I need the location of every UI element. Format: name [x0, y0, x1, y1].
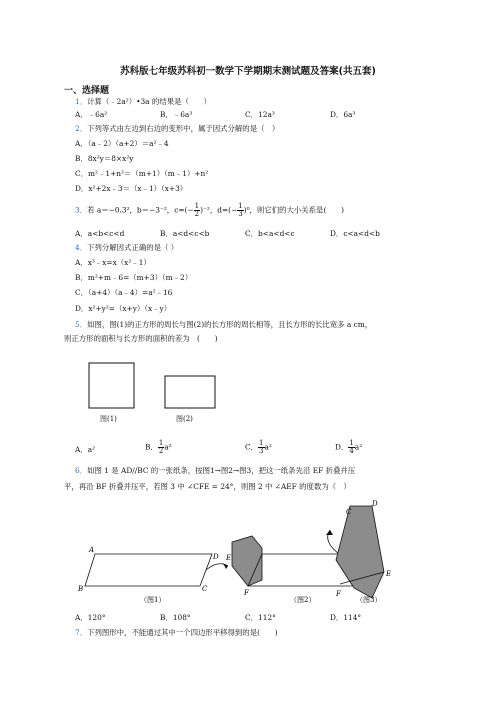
page-title: 苏科版七年级苏科初一数学下学期期末测试题及答案(共五套)	[120, 66, 376, 77]
q4-option-b: B．m²+m﹣6=（m+3）（m﹣2）	[75, 273, 193, 282]
q2-option-d: D．x²+2x﹣3＝（x﹣1）（x+3）	[75, 184, 188, 193]
label-c: C	[202, 585, 208, 593]
label-d: D	[213, 553, 219, 561]
folded-part-figure-3	[336, 506, 384, 598]
q4-option-c: C．（a+4）（a﹣4）=a²﹣16	[75, 288, 173, 297]
label-e: E	[386, 570, 392, 578]
q5-option-b: B． $\frac{1}{2}$ a²	[145, 439, 172, 455]
question-number: 1．	[75, 97, 88, 106]
question-text: 下列等式由左边到右边的变形中，属于因式分解的是（ ）	[87, 124, 280, 133]
q6-option-c: C．112°	[245, 613, 276, 622]
fraction: $\frac{1}{3}$	[238, 202, 243, 218]
question-text-post: )⁰，则它们的大小关系是( )	[243, 205, 344, 215]
q3-option-b: B．a<d<c<b	[160, 229, 210, 238]
q3-option-a: A．a<b<c<d	[75, 229, 125, 238]
question-number: 7．	[75, 628, 88, 637]
label-c: C	[346, 508, 352, 516]
fig2-caption: （图2）	[290, 596, 316, 604]
question-text: 下列图形中，不能通过其中一个四边形平移得到的是( )	[87, 628, 278, 637]
question-number: 6．	[75, 466, 88, 475]
q1-option-a: A．﹣6a²	[75, 110, 108, 119]
q5-option-a: A．a²	[75, 445, 96, 454]
q5-fig2-caption: 图(2)	[176, 415, 193, 423]
section-heading: 一、选择题	[64, 86, 110, 96]
question-text: 计算（﹣2a²）•3a 的结果是（ ）	[87, 97, 212, 106]
question-number: 3．	[75, 205, 88, 215]
label-f: F	[336, 590, 341, 598]
q2-option-c: C．m²﹣1+n²＝（m+1）（m﹣1）+n²	[75, 169, 209, 178]
label-d: D	[372, 500, 378, 508]
question-5-continued: 则正方形的面积与长方形的面积的差为 ( )	[64, 334, 218, 343]
q4-option-a: A．x³﹣x=x（x²﹣1）	[75, 258, 151, 267]
q1-option-d: D．6a³	[330, 110, 356, 119]
label-a: A	[89, 546, 95, 554]
question-text-pre: 若 a＝−0.3²，b＝−3⁻²，c=(−	[87, 205, 194, 215]
q1-option-c: C．12a³	[245, 110, 275, 119]
strip-figure-1	[85, 554, 212, 586]
question-text: 如图，图(1)的正方形的周长与图(2)的长方形的周长相等，且长方形的长比宽多 a cm，	[87, 320, 373, 329]
question-number: 4．	[75, 243, 88, 252]
fraction: $\frac{1}{2}$	[194, 202, 200, 218]
q6-option-a: A．120°	[75, 613, 106, 622]
question-text: 下列分解因式正确的是（ ）	[87, 243, 179, 252]
q2-option-a: A．（a﹣2）（a+2）＝a²﹣4	[75, 139, 169, 148]
q4-option-d: D．x²+y²=（x+y）（x﹣y）	[75, 304, 172, 313]
question-number: 2．	[75, 124, 88, 133]
folded-part-figure-2	[232, 536, 262, 586]
question-text: 如图 1 是 AD//BC 的一张纸条，按图1→图2→图3，把这一纸条先沿 EF 折叠并压	[87, 466, 356, 475]
q5-fig1-caption: 图(1)	[100, 415, 117, 423]
question-text-mid: )⁻²，d=(−	[200, 205, 238, 215]
q5-option-d: D． $\frac{1}{4}$ a²	[335, 439, 363, 455]
q2-option-b: B．8x²y＝8×x²y	[75, 154, 134, 163]
q1-option-b: B．﹣6a³	[160, 110, 193, 119]
question-number: 5．	[75, 320, 88, 329]
fig1-caption: （图1）	[140, 596, 166, 604]
q3-option-d: D．c<a<d<b	[330, 229, 380, 238]
q6-option-b: B．108°	[160, 613, 191, 622]
label-e: E	[226, 554, 232, 562]
label-b: B	[78, 585, 84, 593]
question-6-continued: 平，再沿 BF 折叠并压平，若图 3 中 ∠CFE = 24°，则图 2 中 ∠AEF 的度数为（ ）	[64, 482, 351, 491]
q6-option-d: D．114°	[330, 613, 362, 622]
q5-option-c: C． $\frac{1}{3}$ a²	[245, 439, 272, 455]
label-f: F	[244, 589, 249, 597]
fig3-caption: （图3）	[356, 596, 382, 604]
question-7	[75, 628, 278, 638]
q3-option-c: C．b<a<d<c	[245, 229, 295, 238]
